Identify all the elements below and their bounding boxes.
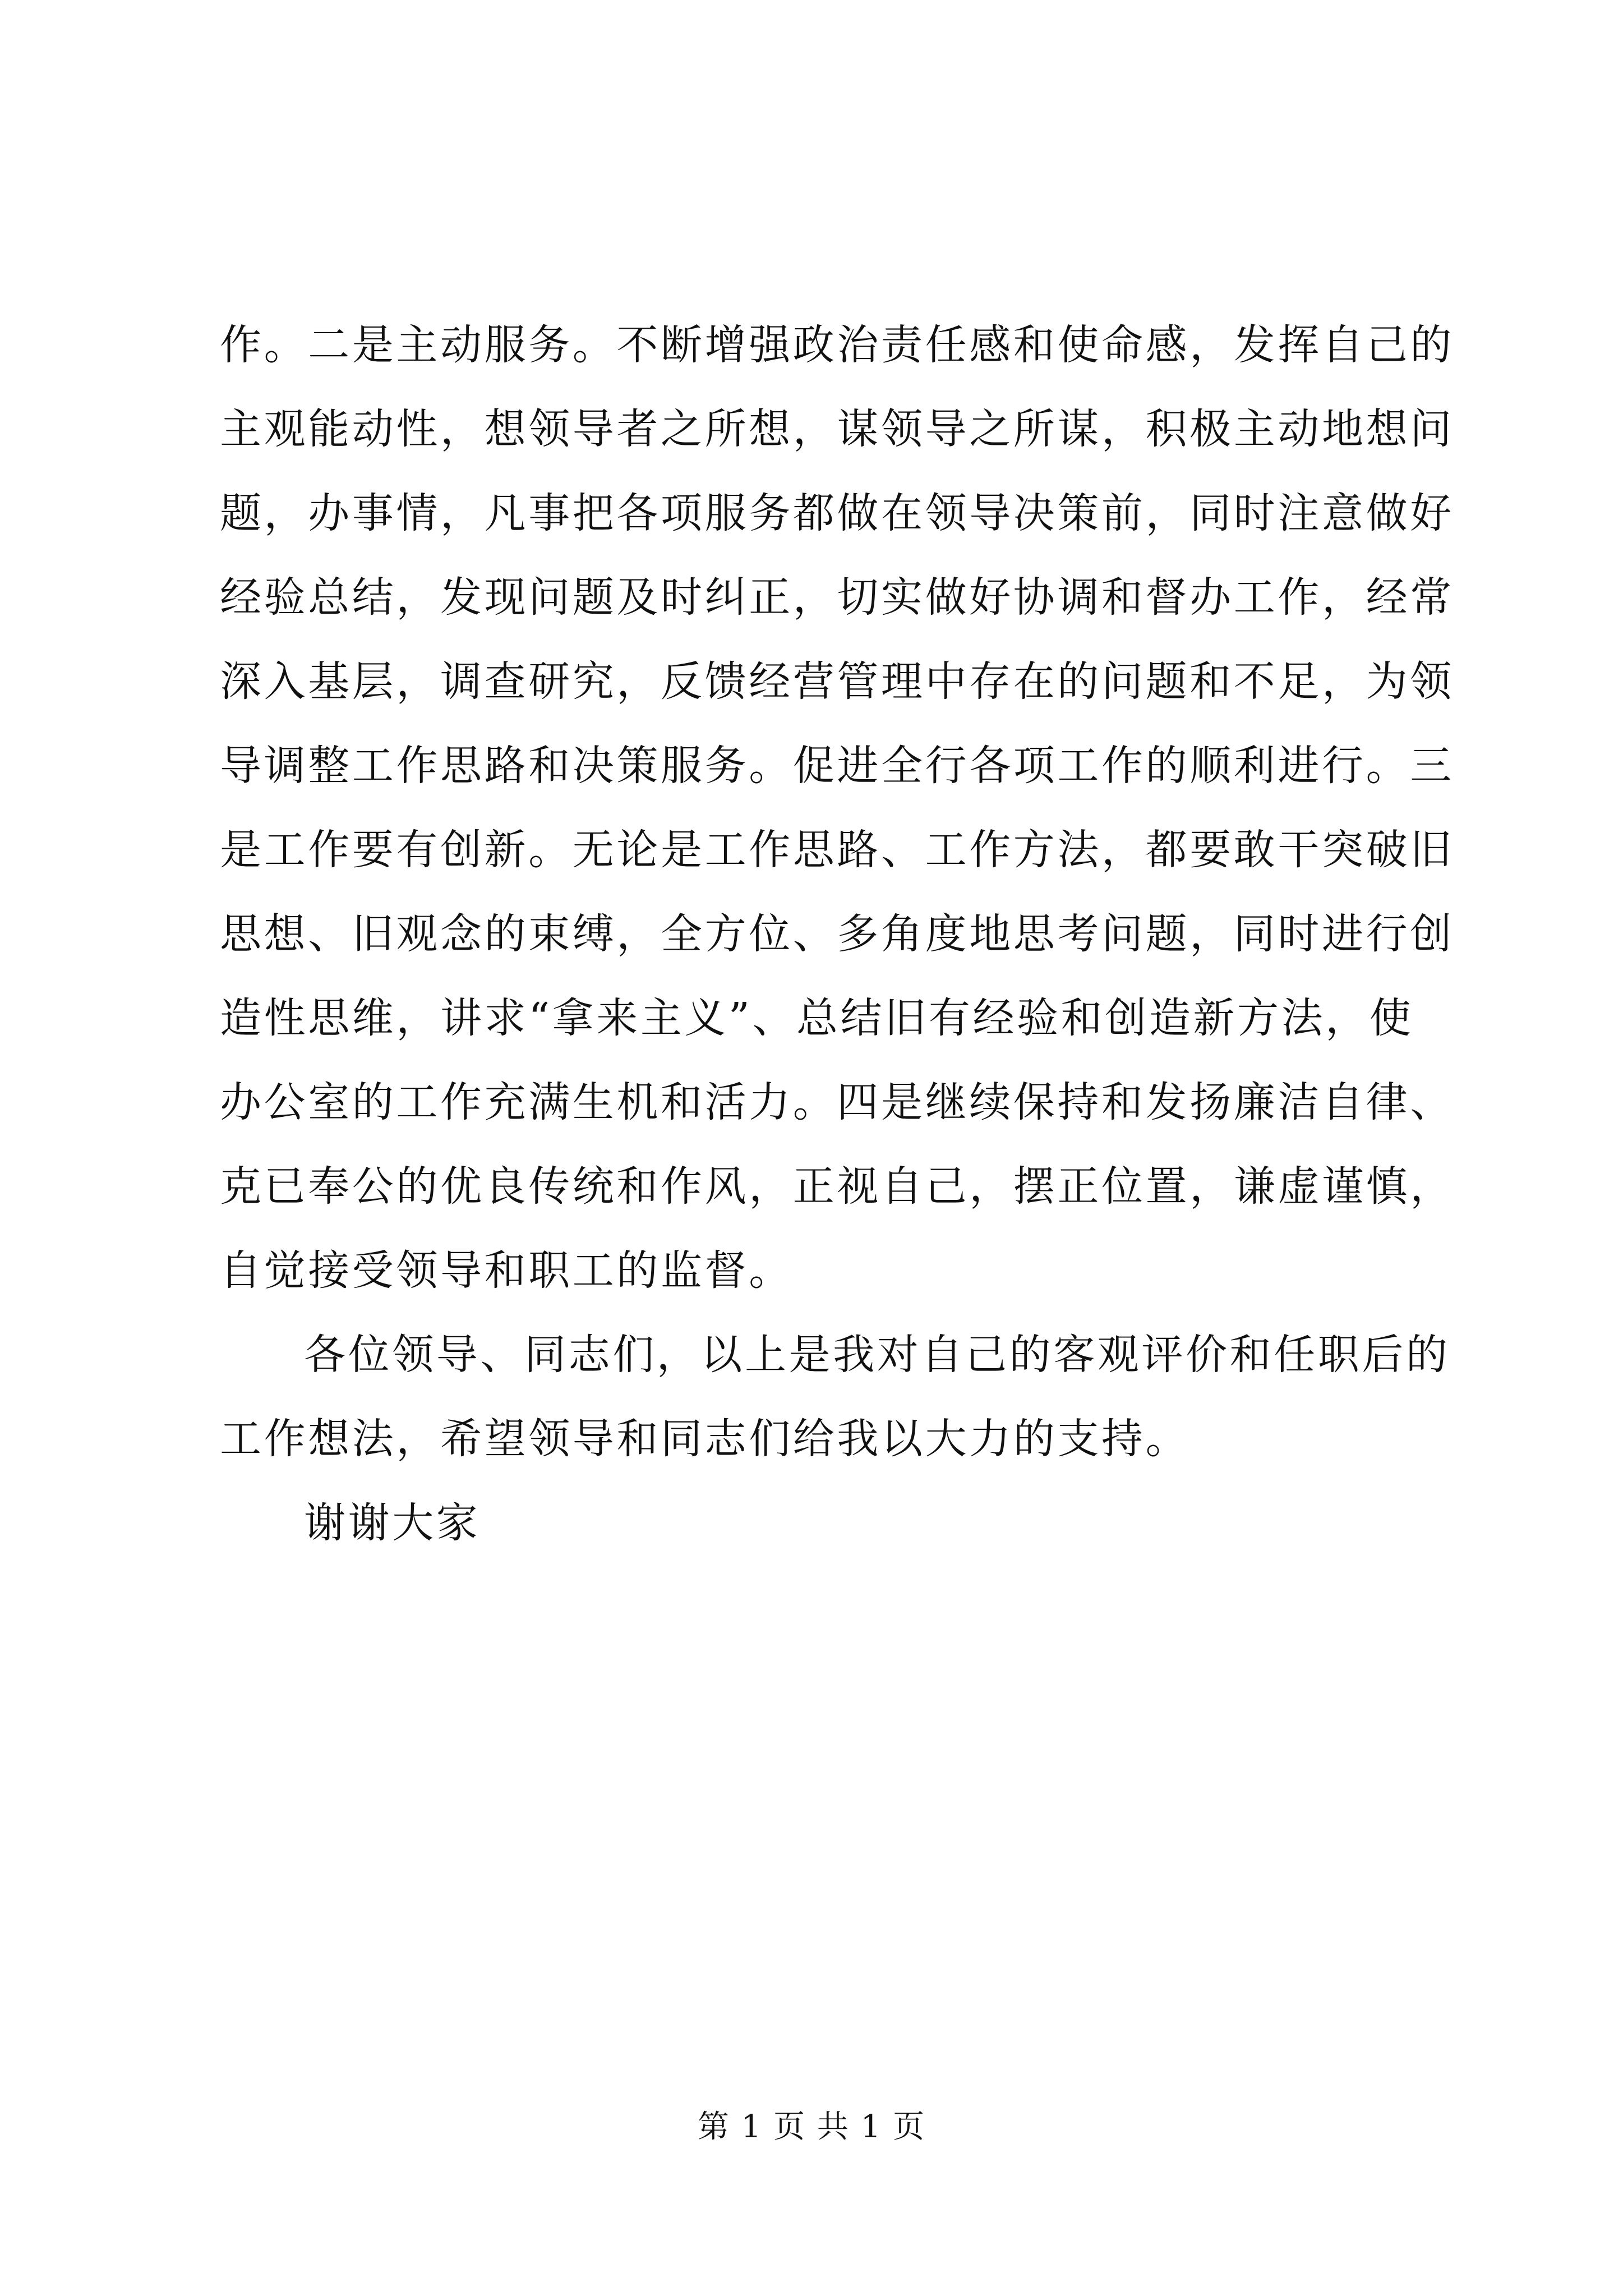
document-body [220, 303, 1454, 1565]
text-line: 主观能动性，想领导者之所想，谋领导之所谋，积极主动地想问 [220, 405, 1454, 453]
closing-line: 谢谢大家 [304, 1499, 481, 1547]
text-line: 克已奉公的优良传统和作风，正视自己，摆正位置，谦虚谨慎， [220, 1162, 1454, 1211]
closing-paragraph [220, 1481, 1431, 1565]
page-footer: 第 1 页 共 1 页 [697, 2109, 926, 2145]
text-line: 各位领导、同志们，以上是我对自己的客观评价和任职后的 [304, 1331, 1450, 1379]
text-line: 导调整工作思路和决策服务。促进全行各项工作的顺利进行。三 [220, 742, 1454, 790]
text-line: 思想、旧观念的束缚，全方位、多角度地思考问题，同时进行创 [220, 910, 1454, 958]
text-line: 办公室的工作充满生机和活力。四是继续保持和发扬廉洁自律、 [220, 1078, 1454, 1126]
text-line: 作。二是主动服务。不断增强政治责任感和使命感，发挥自己的 [220, 321, 1454, 369]
text-line: 经验总结，发现问题及时纠正，切实做好协调和督办工作，经常 [220, 573, 1454, 622]
text-line: 深入基层，调查研究，反馈经营管理中存在的问题和不足，为领 [220, 657, 1454, 706]
paragraph-2 [220, 1313, 1450, 1481]
text-line: 自觉接受领导和职工的监督。 [220, 1246, 793, 1295]
text-line: 是工作要有创新。无论是工作思路、工作方法，都要敢干突破旧 [220, 826, 1454, 874]
text-line: 题，办事情，凡事把各项服务都做在领导决策前，同时注意做好 [220, 489, 1454, 537]
text-line: 造性思维，讲求“拿来主义”、总结旧有经验和创造新方法，使 [220, 994, 1414, 1042]
text-line: 工作想法，希望领导和同志们给我以大力的支持。 [220, 1415, 1190, 1463]
paragraph-1 [220, 303, 1454, 1313]
